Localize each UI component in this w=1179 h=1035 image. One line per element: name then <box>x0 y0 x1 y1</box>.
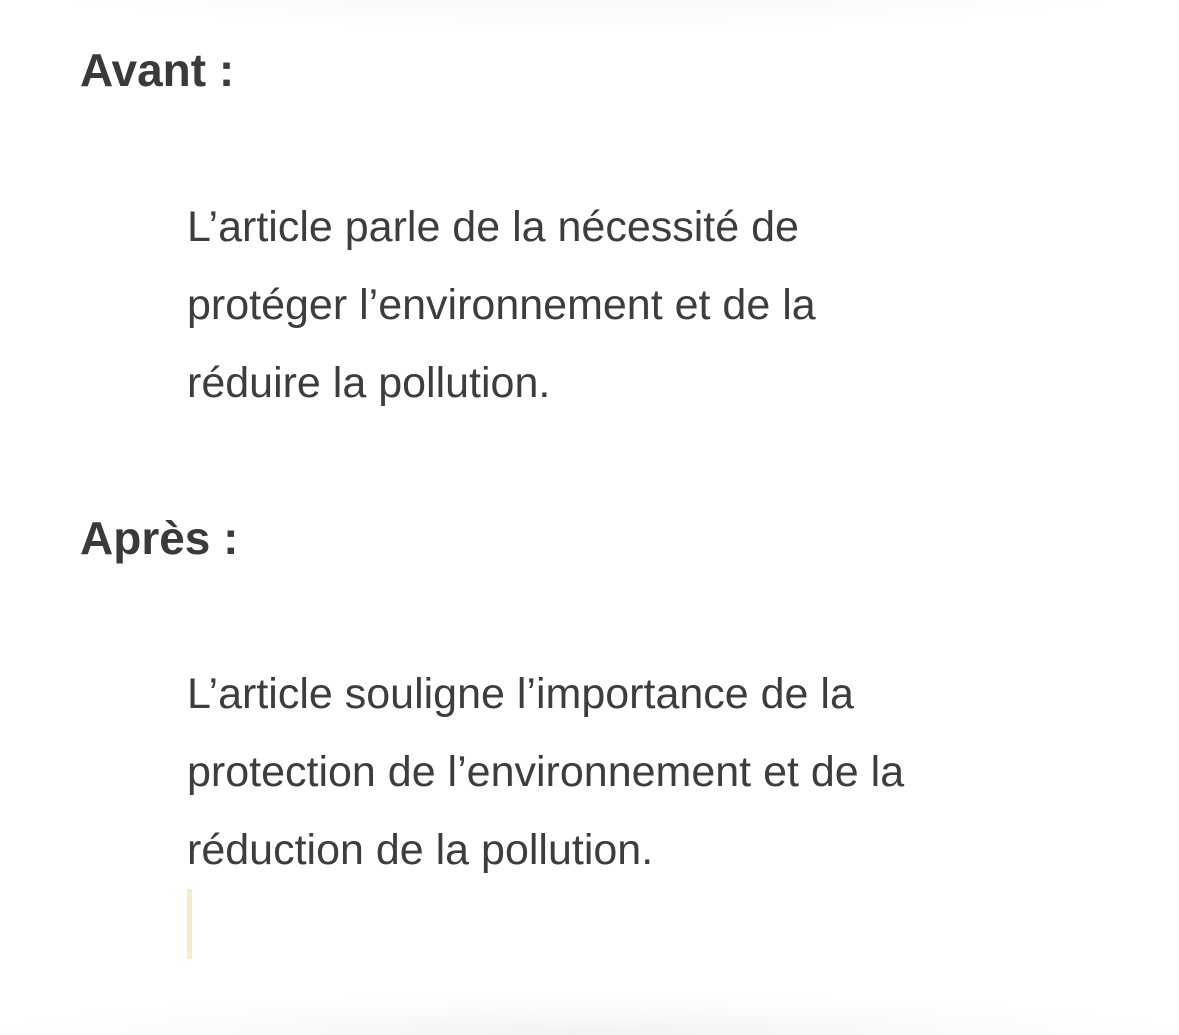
before-heading: Avant : <box>80 44 235 96</box>
after-line-1: L’article souligne l’importance de la <box>187 670 854 718</box>
text-cursor <box>187 889 192 959</box>
after-paragraph[interactable] <box>187 655 904 959</box>
before-paragraph[interactable] <box>187 188 816 422</box>
after-line-2: protection de l’environnement et de la <box>187 748 905 796</box>
top-edge-shadow <box>0 0 1179 30</box>
before-line-2: protéger l’environnement et de la <box>187 281 816 329</box>
after-line-3: réduction de la pollution. <box>187 826 654 874</box>
after-heading: Après : <box>80 512 239 564</box>
before-line-1: L’article parle de la nécessité de <box>187 203 799 251</box>
bottom-edge-shadow <box>0 995 1179 1035</box>
before-line-3: réduire la pollution. <box>187 359 551 407</box>
after-line-3-wrap <box>187 811 904 959</box>
